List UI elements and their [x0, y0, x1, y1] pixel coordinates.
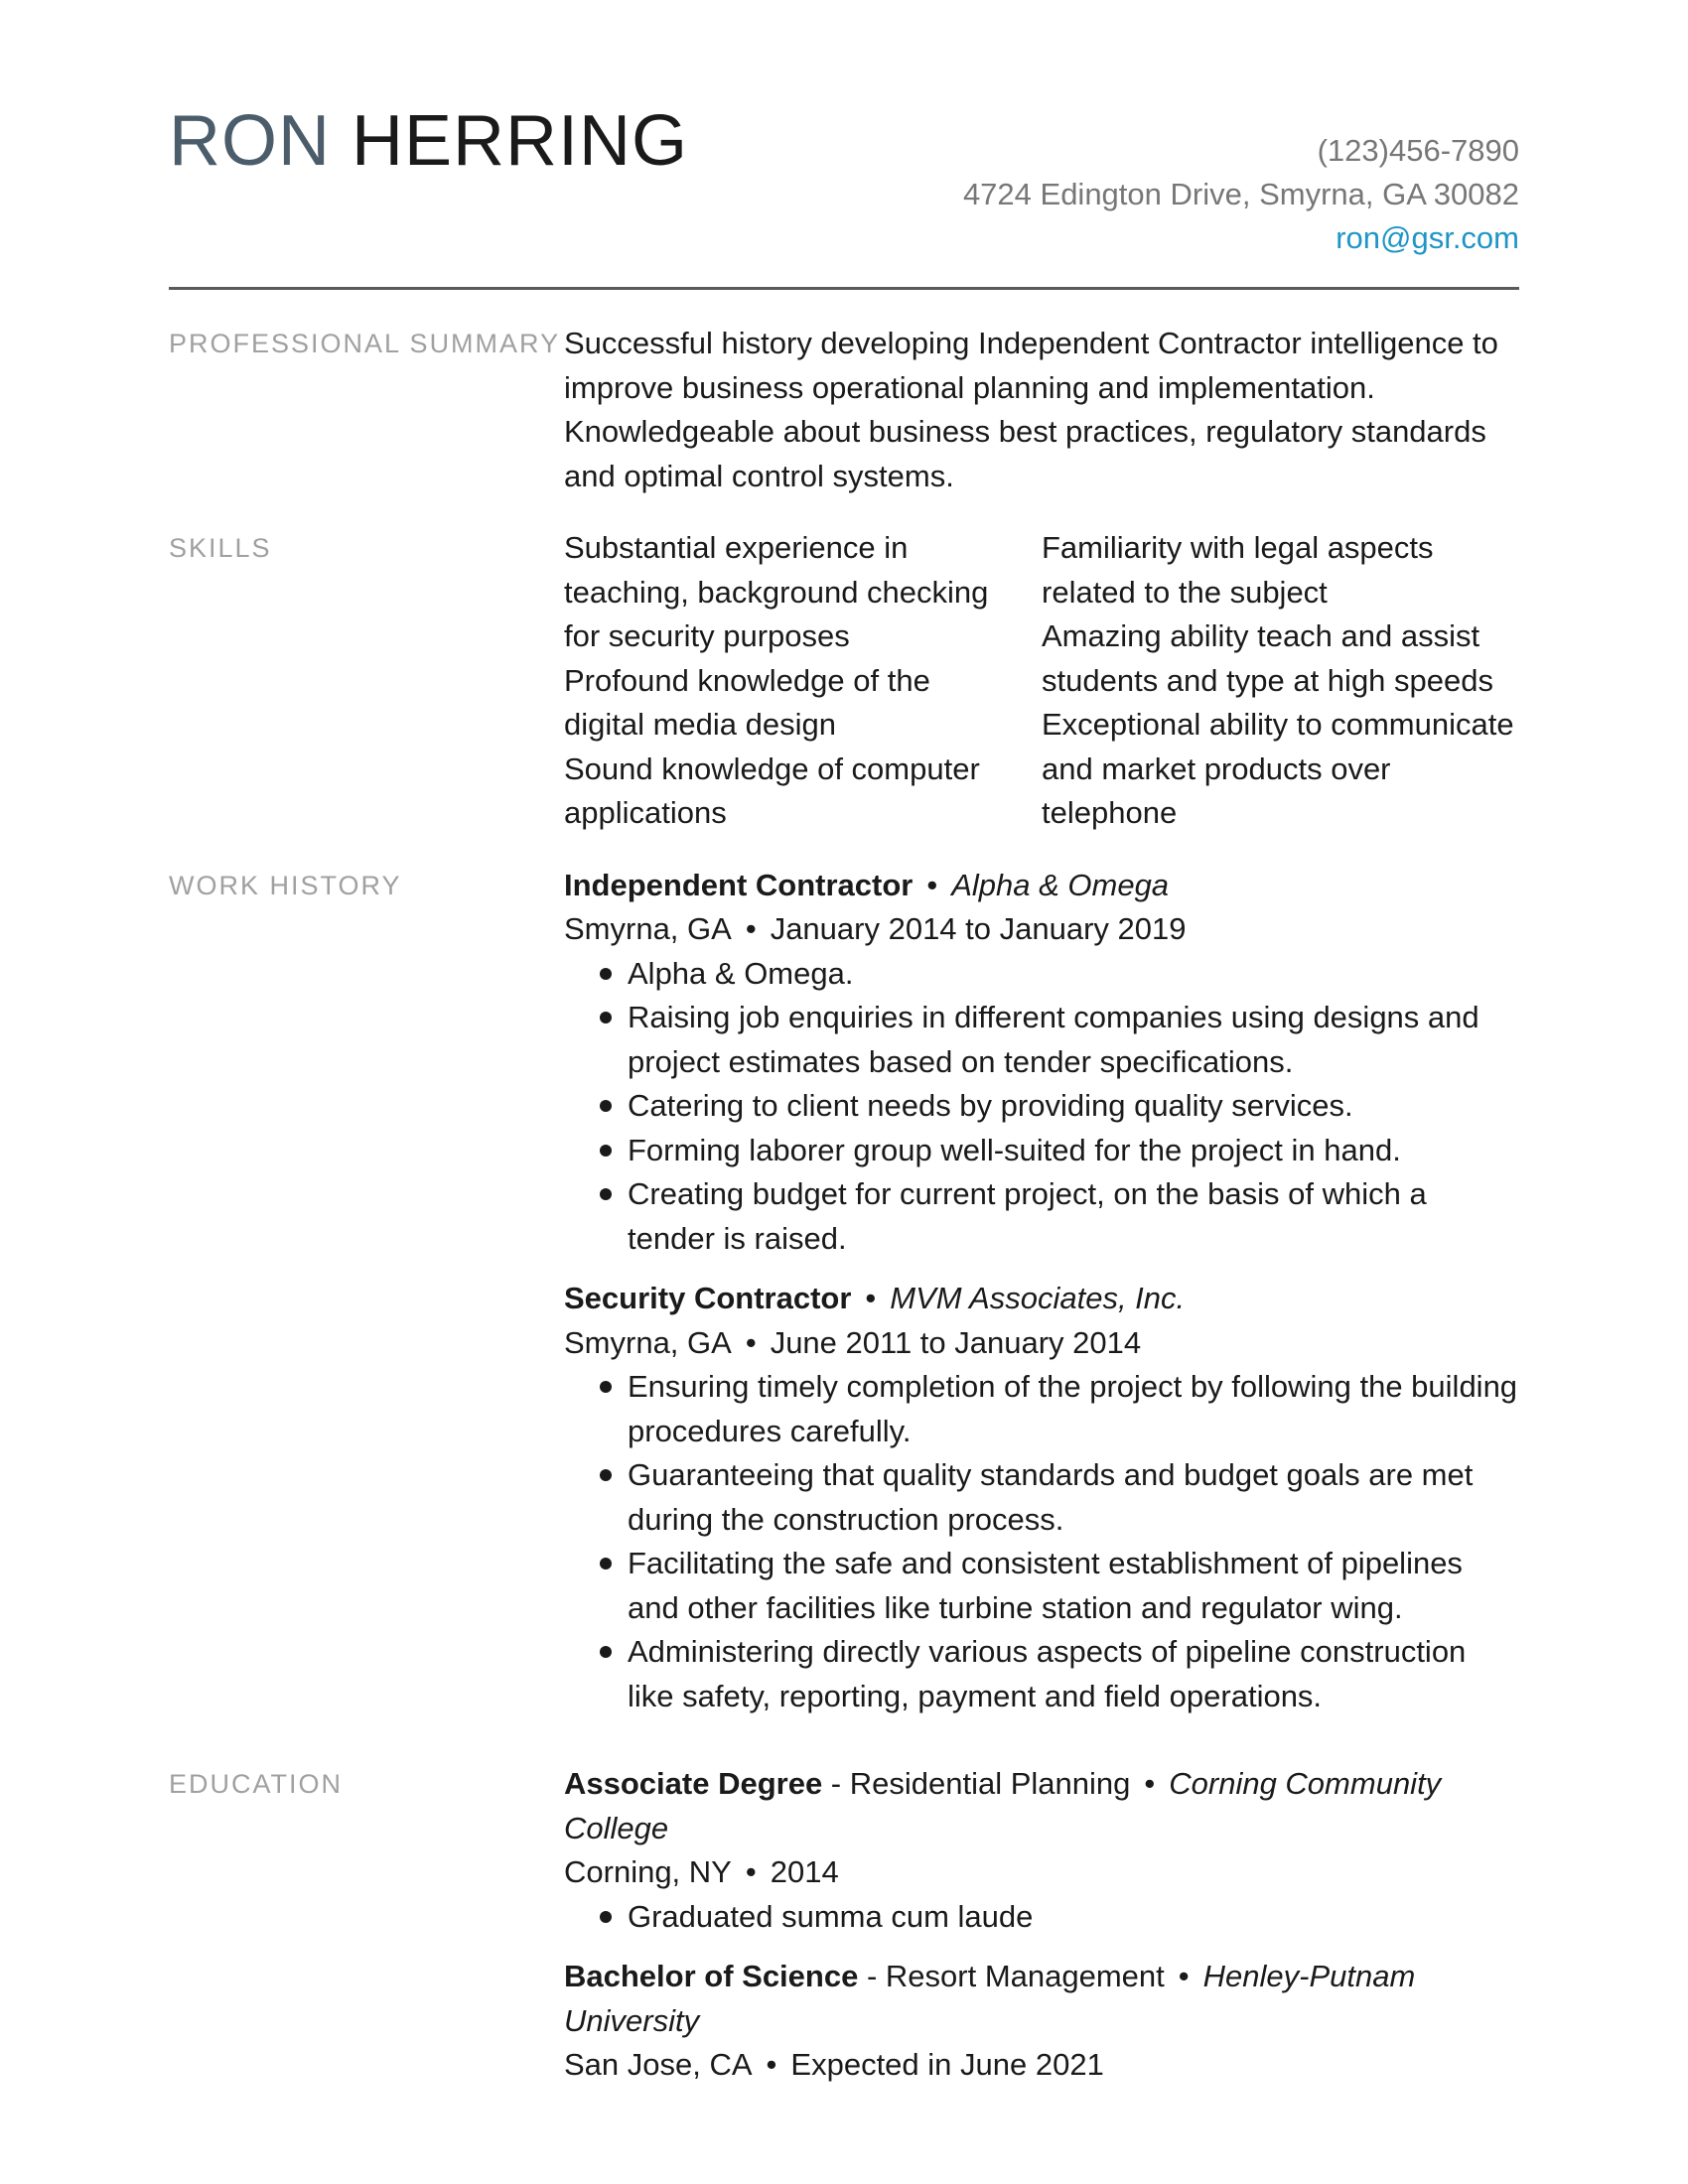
job-meta	[564, 907, 1519, 952]
job-location: Smyrna, GA	[564, 1324, 732, 1360]
summary-text: Successful history developing Independent Contractor intelligence to improve business operational planning and implementation. Knowledgeable about business best practices, regulatory standards and optimal control systems.	[564, 326, 1498, 493]
job-dates: January 2014 to January 2019	[770, 911, 1187, 946]
skill-item: Exceptional ability to communicate and market products over telephone	[1042, 707, 1514, 830]
job-dates: June 2011 to January 2014	[770, 1324, 1142, 1360]
separator-dot: •	[766, 2047, 777, 2082]
job-bullets	[600, 952, 1519, 1262]
education-title-line: Bachelor of Science - Resort Management • Henley-Putnam University	[564, 1955, 1519, 2043]
school-name: Corning Community College	[564, 1766, 1442, 1845]
list-item: Alpha & Omega.	[600, 952, 1519, 997]
skills-section	[169, 526, 1519, 836]
job-company: Alpha & Omega	[951, 867, 1170, 902]
skill-item: Familiarity with legal aspects related to the subject	[1042, 530, 1434, 610]
skills-column-right	[1042, 526, 1519, 836]
separator-dot: •	[1144, 1766, 1156, 1801]
education-date: Expected in June 2021	[790, 2047, 1104, 2082]
candidate-name	[169, 101, 688, 181]
job-bullets	[600, 1365, 1519, 1718]
summary-section	[169, 322, 1519, 498]
separator-dot: •	[745, 1324, 757, 1360]
job-entry	[564, 864, 1519, 1262]
list-item: Ensuring timely completion of the project by following the building procedures carefully.	[600, 1365, 1519, 1453]
list-item: Forming laborer group well-suited for the project in hand.	[600, 1129, 1519, 1173]
header-divider	[169, 287, 1519, 290]
work-history-heading: WORK HISTORY	[169, 870, 402, 900]
separator-dot: •	[865, 1281, 877, 1315]
list-item: Raising job enquiries in different companies using designs and project estimates based on tender specifications.	[600, 996, 1519, 1084]
skill-item: Sound knowledge of computer applications	[564, 751, 980, 830]
school-name: Henley-Putnam University	[564, 1959, 1416, 2038]
job-location: Smyrna, GA	[564, 911, 732, 946]
education-meta	[564, 1850, 1519, 1895]
summary-heading: PROFESSIONAL SUMMARY	[169, 329, 561, 358]
list-item: Creating budget for current project, on the basis of which a tender is raised.	[600, 1172, 1519, 1261]
skill-item: Substantial experience in teaching, background checking for security purposes	[564, 530, 989, 653]
education-body	[564, 1762, 1519, 2104]
separator-dot: •	[745, 1854, 757, 1889]
education-section	[169, 1762, 1519, 2104]
education-entry	[564, 1955, 1519, 2088]
list-item: Facilitating the safe and consistent establishment of pipelines and other facilities like turbine station and regulator wing.	[600, 1542, 1519, 1630]
contact-block	[963, 129, 1519, 260]
education-heading: EDUCATION	[169, 1769, 344, 1799]
list-item: Graduated summa cum laude	[600, 1895, 1519, 1940]
skill-item: Amazing ability teach and assist students and type at high speeds	[1042, 618, 1493, 698]
degree-name: Associate Degree	[564, 1766, 823, 1801]
education-bullets	[600, 1895, 1519, 1940]
skills-column-left	[564, 526, 1042, 836]
street-address: 4724 Edington Drive, Smyrna, GA 30082	[962, 177, 1519, 211]
last-name: HERRING	[352, 101, 689, 181]
separator-dot: •	[745, 911, 757, 946]
job-title: Security Contractor	[564, 1281, 852, 1315]
job-title-line	[564, 864, 1519, 908]
education-meta	[564, 2043, 1519, 2088]
degree-name: Bachelor of Science	[564, 1959, 859, 1993]
job-title: Independent Contractor	[564, 867, 914, 902]
degree-field: Residential Planning	[849, 1766, 1131, 1801]
job-company: MVM Associates, Inc.	[890, 1281, 1186, 1315]
work-history-body	[564, 864, 1519, 1735]
job-meta	[564, 1321, 1519, 1366]
education-entry	[564, 1762, 1519, 1939]
list-item: Guaranteeing that quality standards and budget goals are met during the construction process.	[600, 1453, 1519, 1542]
education-title-line: Associate Degree - Residential Planning • Corning Community College	[564, 1762, 1519, 1850]
skills-heading: SKILLS	[169, 533, 272, 563]
separator-dot: •	[926, 867, 938, 902]
education-date: 2014	[770, 1854, 839, 1889]
phone-number: (123)456-7890	[1317, 133, 1519, 168]
skill-item: Profound knowledge of the digital media design	[564, 662, 930, 742]
skills-grid	[564, 526, 1519, 836]
first-name: RON	[169, 101, 331, 181]
job-title-line	[564, 1277, 1519, 1321]
work-history-section	[169, 864, 1519, 1735]
list-item: Administering directly various aspects of pipeline construction like safety, reporting, payment and field operations.	[600, 1630, 1519, 1718]
school-location: Corning, NY	[564, 1854, 732, 1889]
separator-dot: •	[1178, 1959, 1190, 1993]
list-item: Catering to client needs by providing quality services.	[600, 1084, 1519, 1129]
resume-header	[169, 0, 1519, 290]
school-location: San Jose, CA	[564, 2047, 753, 2082]
job-entry	[564, 1277, 1519, 1718]
email-link[interactable]: ron@gsr.com	[1336, 220, 1519, 255]
degree-field: Resort Management	[885, 1959, 1165, 1993]
